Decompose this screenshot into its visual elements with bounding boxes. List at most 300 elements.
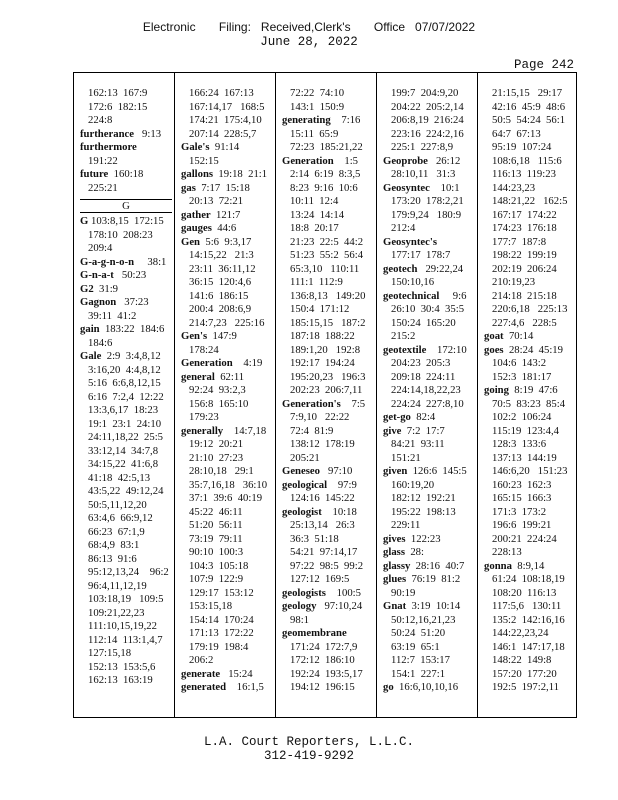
page-line-refs: 227:4,6 228:5	[492, 316, 557, 329]
page-line-refs: 73:19 79:11	[189, 532, 243, 545]
page-line-refs: 152:3 181:17	[492, 370, 552, 383]
index-entry	[181, 357, 273, 371]
page-line-refs: 165:15 166:3	[492, 492, 552, 504]
page-line-refs: 200:4 208:6,9	[189, 303, 252, 315]
index-entry	[181, 425, 273, 439]
page-line-refs: 136:8,13 149:20	[290, 289, 366, 302]
page-line-refs: 103:8,15 172:15	[88, 215, 164, 227]
page-line-refs: 5:16 6:6,8,12,15	[88, 377, 161, 389]
page-line-refs: 220:6,18 225:13	[492, 303, 568, 315]
index-entry	[80, 168, 172, 182]
page-line-refs: 112:14 113:1,4,7	[88, 633, 163, 646]
index-line	[80, 580, 172, 594]
index-line	[383, 249, 475, 263]
page-line-refs: 224:8	[88, 114, 113, 126]
index-line	[484, 182, 576, 196]
page-line-refs: 63:4,6 66:9,12	[88, 512, 153, 524]
index-entry	[80, 350, 172, 364]
page-line-refs: 126:6 145:5	[407, 465, 467, 477]
index-entry	[383, 290, 475, 304]
index-term: geotechnical	[383, 289, 440, 302]
index-term: geologist	[282, 505, 322, 518]
index-entry	[181, 222, 273, 236]
index-term: furtherance	[80, 127, 135, 140]
index-line	[282, 303, 374, 317]
index-entry	[383, 681, 475, 695]
index-term: geological	[282, 478, 328, 491]
index-line	[80, 114, 172, 128]
index-line	[181, 452, 273, 466]
index-term: Gen	[181, 235, 201, 248]
index-line	[484, 411, 576, 425]
index-line	[80, 634, 172, 648]
index-line	[383, 479, 475, 493]
index-line	[80, 526, 172, 540]
index-entry	[383, 465, 475, 479]
index-entry	[282, 506, 374, 520]
page-line-refs: 178:10 208:23	[88, 228, 153, 241]
index-line	[484, 195, 576, 209]
page-line-refs: 189:1,20 192:8	[290, 343, 361, 356]
page-line-refs: 215:2	[391, 330, 416, 342]
page-line-refs: 153:15,18	[189, 600, 233, 612]
page-line-refs: 29:22,24	[417, 262, 464, 275]
page-line-refs: 63:19 65:1	[391, 640, 440, 653]
index-line	[80, 512, 172, 526]
index-line	[80, 553, 172, 567]
page-line-refs: 127:12 169:5	[290, 573, 350, 585]
index-entry	[282, 587, 374, 601]
page-line-refs: 26:12	[427, 154, 461, 167]
index-term: furthermore	[80, 141, 137, 153]
page-line-refs: 192:24 193:5,17	[290, 667, 363, 680]
index-line	[282, 141, 374, 155]
index-line	[282, 209, 374, 223]
page-line-refs: 202:23 206:7,11	[290, 384, 363, 396]
index-line	[181, 290, 273, 304]
page-line-refs: 7:16	[330, 114, 361, 126]
page-line-refs: 41:18 42:5,13	[88, 471, 151, 484]
page-line-refs: 50:5 54:24 56:1	[492, 114, 566, 126]
index-entry	[383, 533, 475, 547]
index-line	[484, 627, 576, 641]
page-line-refs: 150:10,16	[391, 276, 435, 288]
index-line	[484, 128, 576, 142]
index-entry	[80, 296, 172, 310]
index-line	[282, 492, 374, 506]
index-term: Gale	[80, 350, 102, 362]
index-term: geology	[282, 600, 317, 612]
index-line	[484, 371, 576, 385]
reporter-phone: 312-419-9292	[263, 749, 354, 763]
page-line-refs: 162:13 163:19	[88, 674, 153, 686]
page-line-refs: 31:9	[93, 282, 119, 295]
index-line	[181, 263, 273, 277]
index-term: geologists	[282, 586, 326, 599]
page-line-refs: 177:17 178:7	[391, 249, 451, 261]
index-line	[484, 654, 576, 668]
index-line	[383, 398, 475, 412]
index-line	[484, 465, 576, 479]
page-line-refs: 210:19,23	[492, 276, 536, 288]
index-entry	[383, 411, 475, 425]
page-line-refs: 223:16 224:2,16	[391, 127, 464, 140]
page-line-refs: 43:5,22 49:12,24	[88, 485, 164, 497]
page-line-refs: 179:19 198:4	[189, 640, 249, 653]
index-line	[383, 209, 475, 223]
index-line	[383, 195, 475, 209]
index-line	[181, 533, 273, 547]
page-line-refs: 86:13 91:6	[88, 552, 137, 565]
index-term: generally	[181, 424, 224, 437]
index-line	[282, 330, 374, 344]
index-line	[383, 87, 475, 101]
page-line-refs: 157:20 177:20	[492, 667, 557, 680]
page-line-refs: 108:20 116:13	[492, 586, 557, 599]
filing-stamp: Electronic Filing: Received,Clerk's Office 07/07/2022	[142, 20, 476, 34]
page-line-refs: 82:4	[410, 411, 436, 423]
index-term: geotech	[383, 262, 418, 275]
index-line	[282, 546, 374, 560]
page-line-refs: 21:10 27:23	[189, 451, 244, 464]
index-entry	[383, 236, 475, 250]
page-line-refs: 62:11	[214, 370, 245, 383]
page-line-refs: 144:23,23	[492, 181, 536, 194]
page-line-refs: 209:4	[88, 242, 113, 254]
index-line	[282, 195, 374, 209]
index-line	[181, 344, 273, 358]
index-entry	[383, 344, 475, 358]
index-line	[181, 276, 273, 290]
index-line	[484, 533, 576, 547]
index-line	[282, 222, 374, 236]
index-term: Geosyntec	[383, 181, 430, 194]
index-term: Generation's	[282, 397, 341, 410]
page-line-refs: 116:13 119:23	[492, 168, 556, 180]
index-line	[484, 398, 576, 412]
page-line-refs: 15:11 65:9	[290, 127, 339, 140]
index-line	[282, 668, 374, 682]
page-line-refs: 64:7 67:13	[492, 127, 541, 140]
section-letter: G	[80, 199, 172, 213]
page-line-refs: 225:1 227:8,9	[391, 141, 454, 153]
page-line-refs: 228:13	[492, 546, 522, 558]
index-line	[484, 681, 576, 695]
footer	[0, 735, 618, 763]
index-line	[383, 276, 475, 290]
index-line	[282, 411, 374, 425]
index-term: goes	[484, 343, 504, 356]
index-entry	[383, 560, 475, 574]
index-term: gonna	[484, 559, 512, 572]
index-term: given	[383, 465, 408, 477]
index-line	[181, 438, 273, 452]
index-line	[484, 357, 576, 371]
page-line-refs: 148:21,22 162:5	[492, 195, 568, 207]
page-line-refs: 144:22,23,24	[492, 627, 549, 639]
index-line	[181, 492, 273, 506]
index-line	[181, 465, 273, 479]
index-entry	[80, 141, 172, 155]
page-line-refs: 16:1,5	[226, 681, 264, 693]
page-line-refs: 13:24 14:14	[290, 208, 345, 221]
index-line	[181, 384, 273, 398]
index-line	[80, 674, 172, 688]
page-line-refs: 179:23	[189, 411, 219, 423]
index-line	[484, 506, 576, 520]
page-line-refs: 160:19,20	[391, 478, 435, 491]
page-line-refs: 171:24 172:7,9	[290, 640, 358, 653]
page-line-refs: 50:24 51:20	[391, 627, 446, 639]
index-entry	[383, 546, 475, 560]
page-line-refs: 5:6 9:3,17	[200, 235, 252, 248]
index-line	[282, 182, 374, 196]
index-line	[181, 506, 273, 520]
page-line-refs: 115:19 123:4,4	[492, 424, 559, 437]
index-line	[282, 101, 374, 115]
page-line-refs: 95:19 107:24	[492, 141, 552, 153]
page-number: Page 242	[513, 58, 574, 72]
page-line-refs: 179:9,24 180:9	[391, 208, 462, 221]
page-line-refs: 13:3,6,17 18:23	[88, 404, 159, 416]
page-line-refs: 214:18 215:18	[492, 289, 557, 302]
index-line	[80, 404, 172, 418]
index-line	[282, 290, 374, 304]
index-line	[80, 539, 172, 553]
index-line	[282, 573, 374, 587]
page-line-refs: 156:8 165:10	[189, 397, 249, 410]
index-line	[282, 560, 374, 574]
index-line	[484, 668, 576, 682]
index-line	[80, 391, 172, 405]
page-line-refs: 167:17 174:22	[492, 208, 557, 221]
hearing-date: June 28, 2022	[260, 35, 358, 49]
page-line-refs: 192:5 197:2,11	[492, 681, 559, 693]
index-line	[80, 182, 172, 196]
page-line-refs: 196:6 199:21	[492, 519, 552, 531]
index-line	[181, 519, 273, 533]
index-term: Geneseo	[282, 465, 320, 477]
index-line	[282, 357, 374, 371]
index-entry	[282, 114, 374, 128]
page-line-refs: 51:20 56:11	[189, 519, 243, 531]
index-term: generating	[282, 114, 331, 126]
index-term: going	[484, 384, 509, 396]
page-line-refs: 111:10,15,19,22	[88, 620, 157, 632]
page-line-refs: 3:19 10:14	[406, 600, 461, 612]
page-line-refs: 2:9 3:4,8,12	[101, 350, 161, 362]
page-line-refs: 26:10 30:4 35:5	[391, 303, 465, 315]
page-line-refs: 10:1	[429, 181, 460, 194]
index-line	[80, 607, 172, 621]
index-entry	[383, 263, 475, 277]
index-line	[484, 317, 576, 331]
index-entry	[282, 465, 374, 479]
page-line-refs: 152:15	[189, 154, 219, 167]
index-term: goat	[484, 330, 504, 342]
index-line	[80, 661, 172, 675]
page-line-refs: 97:10	[320, 465, 353, 477]
index-entry	[484, 560, 576, 574]
index-term: give	[383, 424, 402, 437]
index-line	[484, 452, 576, 466]
page-line-refs: 28:10,11 31:3	[391, 168, 456, 180]
index-line	[484, 168, 576, 182]
page-line-refs: 152:13 153:5,6	[88, 660, 156, 673]
index-entry	[484, 330, 576, 344]
page-line-refs: 167:14,17 168:5	[189, 100, 265, 113]
index-line	[383, 654, 475, 668]
index-line	[282, 681, 374, 695]
index-line	[383, 303, 475, 317]
page-line-refs: 21:23 22:5 44:2	[290, 235, 364, 248]
index-line	[80, 418, 172, 432]
index-line	[383, 627, 475, 641]
index-line	[181, 654, 273, 668]
page-line-refs: 28:	[404, 546, 424, 558]
index-line	[181, 573, 273, 587]
index-term: gain	[80, 323, 100, 335]
index-line	[80, 620, 172, 634]
page-line-refs: 224:14,18,22,23	[391, 384, 461, 396]
index-line	[181, 600, 273, 614]
page-line-refs: 104:3 105:18	[189, 559, 249, 572]
page-line-refs: 97:10,24	[316, 600, 363, 612]
page-line-refs: 50:12,16,21,23	[391, 613, 456, 626]
index-line	[484, 479, 576, 493]
index-line	[80, 485, 172, 499]
index-line	[484, 114, 576, 128]
index-term: Gagnon	[80, 296, 117, 308]
index-entry	[181, 330, 273, 344]
page-line-refs: 18:8 20:17	[290, 222, 339, 234]
index-entry	[484, 384, 576, 398]
page-line-refs: 37:23	[116, 296, 149, 308]
page-line-refs: 174:21 175:4,10	[189, 114, 262, 126]
page-line-refs: 72:4 81:9	[290, 424, 334, 437]
page-line-refs: 91:14	[209, 141, 240, 153]
index-line	[181, 627, 273, 641]
index-term: Generation	[181, 357, 233, 369]
index-term: glues	[383, 573, 407, 585]
index-line	[383, 317, 475, 331]
index-term: geotextile	[383, 343, 427, 356]
page-line-refs: 50:23	[113, 269, 147, 281]
page-line-refs: 96:4,11,12,19	[88, 579, 147, 592]
index-line	[484, 236, 576, 250]
index-line	[80, 242, 172, 256]
index-entry	[181, 168, 273, 182]
page-line-refs: 200:21 224:24	[492, 532, 557, 545]
index-line	[181, 317, 273, 331]
index-term: G	[80, 215, 89, 227]
index-term: Gale's	[181, 141, 210, 153]
index-term: Gen's	[181, 330, 208, 342]
index-entry	[80, 269, 172, 283]
page-line-refs: 70:14	[503, 330, 534, 342]
index-line	[181, 587, 273, 601]
page-line-refs: 191:22	[88, 154, 118, 167]
index-line	[80, 593, 172, 607]
page-line-refs: 8:19 47:6	[508, 384, 558, 396]
index-line	[282, 87, 374, 101]
index-line	[383, 438, 475, 452]
page-line-refs: 72:22 74:10	[290, 87, 345, 99]
index-line	[383, 614, 475, 628]
index-line	[181, 249, 273, 263]
index-line	[484, 438, 576, 452]
index-entry	[181, 371, 273, 385]
index-entry	[383, 182, 475, 196]
index-line	[80, 337, 172, 351]
index-term: G-n-a-t	[80, 269, 114, 281]
index-entry	[80, 256, 172, 270]
index-line	[484, 519, 576, 533]
index-line	[383, 128, 475, 142]
page-line-refs: 34:15,22 41:6,8	[88, 458, 159, 470]
index-column-5	[484, 87, 576, 711]
index-entry	[181, 681, 273, 695]
page-line-refs: 148:22 149:8	[492, 654, 552, 666]
column-divider	[174, 73, 175, 717]
page-line-refs: 184:6	[88, 336, 113, 349]
index-line	[282, 533, 374, 547]
index-term: generated	[181, 681, 227, 693]
index-line	[282, 654, 374, 668]
index-line	[484, 614, 576, 628]
index-line	[383, 641, 475, 655]
page-line-refs: 54:21 97:14,17	[290, 546, 358, 558]
page-line-refs: 195:20,23 196:3	[290, 370, 366, 383]
page-line-refs: 97:22 98:5 99:2	[290, 559, 364, 572]
page-line-refs: 206:2	[189, 654, 214, 666]
index-line	[484, 155, 576, 169]
index-line	[282, 425, 374, 439]
page-line-refs: 14:15,22 21:3	[189, 249, 254, 261]
index-line	[484, 249, 576, 263]
page-line-refs: 198:22 199:19	[492, 249, 557, 261]
page-line-refs: 127:15,18	[88, 647, 132, 659]
index-line	[383, 114, 475, 128]
index-term: glassy	[383, 559, 411, 572]
index-entry	[181, 209, 273, 223]
index-line	[383, 668, 475, 682]
page-line-refs: 15:24	[220, 667, 253, 680]
index-line	[80, 101, 172, 115]
index-line	[484, 425, 576, 439]
index-entry	[181, 141, 273, 155]
index-line	[282, 371, 374, 385]
page-line-refs: 172:12 186:10	[290, 654, 355, 666]
page-line-refs: 138:12 178:19	[290, 438, 355, 450]
index-entry	[80, 215, 172, 229]
page-line-refs: 206:8,19 216:24	[391, 114, 464, 126]
index-term: gives	[383, 532, 406, 545]
index-entry	[484, 344, 576, 358]
index-line	[80, 310, 172, 324]
index-page	[73, 72, 577, 718]
page-line-refs: 162:13 167:9	[88, 87, 148, 99]
page-line-refs: 38:1	[134, 255, 167, 268]
page-line-refs: 187:18 188:22	[290, 330, 355, 342]
page-line-refs: 108:6,18 115:6	[492, 154, 562, 167]
page-line-refs: 204:23 205:3	[391, 357, 451, 369]
index-line	[484, 263, 576, 277]
index-entry	[282, 398, 374, 412]
index-line	[383, 141, 475, 155]
page-line-refs: 177:7 187:8	[492, 235, 547, 248]
index-term: future	[80, 168, 109, 180]
